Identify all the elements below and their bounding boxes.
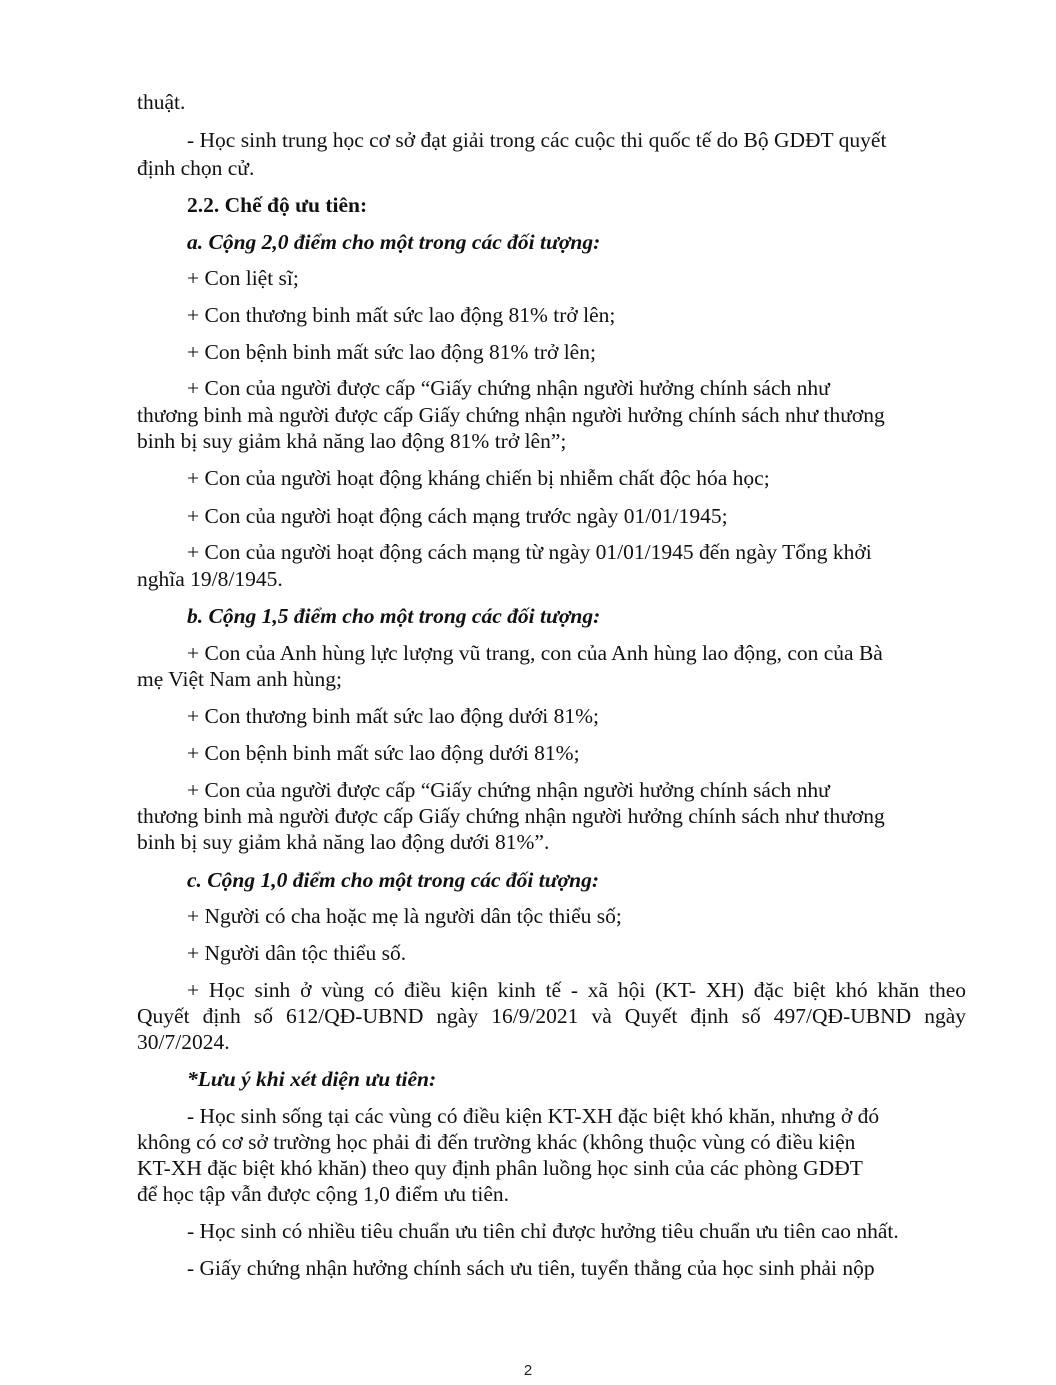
item-a3: + Con bệnh binh mất sức lao động 81% trở lên; xyxy=(187,340,596,364)
note-1-line2: không có cơ sở trường học phải đi đến trường khác (không thuộc vùng có điều kiện xyxy=(137,1130,856,1154)
item-a7-line2: nghĩa 19/8/1945. xyxy=(137,567,283,591)
item-b4-line2: thương binh mà người được cấp Giấy chứng nhận người hưởng chính sách như thương xyxy=(137,804,885,828)
item-a4-line2: thương binh mà người được cấp Giấy chứng nhận người hưởng chính sách như thương xyxy=(137,403,885,427)
item-b3: + Con bệnh binh mất sức lao động dưới 81%; xyxy=(187,741,580,765)
item-a1: + Con liệt sĩ; xyxy=(187,266,299,290)
note-1-line4: để học tập vẫn được cộng 1,0 điểm ưu tiên. xyxy=(137,1182,510,1206)
item-b2: + Con thương binh mất sức lao động dưới 81%; xyxy=(187,704,600,728)
note-3: - Giấy chứng nhận hưởng chính sách ưu tiên, tuyển thẳng của học sinh phải nộp xyxy=(187,1256,875,1280)
page-number: 2 xyxy=(523,1362,533,1379)
line-l2: - Học sinh trung học cơ sở đạt giải trong các cuộc thi quốc tế do Bộ GDĐT quyết xyxy=(187,128,887,152)
item-b1-line2: mẹ Việt Nam anh hùng; xyxy=(137,667,342,691)
item-c3-line1: + Học sinh ở vùng có điều kiện kinh tế - xã hội (KT- XH) đặc biệt khó khăn theo xyxy=(187,978,966,1002)
note-2: - Học sinh có nhiều tiêu chuẩn ưu tiên chỉ được hưởng tiêu chuẩn ưu tiên cao nhất. xyxy=(187,1219,899,1243)
item-a6: + Con của người hoạt động cách mạng trước ngày 01/01/1945; xyxy=(187,504,728,528)
line-l1: thuật. xyxy=(137,90,186,114)
subheading-a: a. Cộng 2,0 điểm cho một trong các đối tượng: xyxy=(187,230,601,254)
note-1-line3: KT-XH đặc biệt khó khăn) theo quy định phân luồng học sinh của các phòng GDĐT xyxy=(137,1156,863,1180)
item-a4-line1: + Con của người được cấp “Giấy chứng nhận người hưởng chính sách như xyxy=(187,376,830,400)
item-c3-line2: Quyết định số 612/QĐ-UBND ngày 16/9/2021 và Quyết định số 497/QĐ-UBND ngày xyxy=(137,1004,966,1028)
item-a2: + Con thương binh mất sức lao động 81% trở lên; xyxy=(187,303,616,327)
subheading-b: b. Cộng 1,5 điểm cho một trong các đối tượng: xyxy=(187,604,601,628)
item-b1-line1: + Con của Anh hùng lực lượng vũ trang, con của Anh hùng lao động, con của Bà xyxy=(187,641,883,665)
section-heading-2-2: 2.2. Chế độ ưu tiên: xyxy=(187,193,368,217)
note-1-line1: - Học sinh sống tại các vùng có điều kiện KT-XH đặc biệt khó khăn, nhưng ở đó xyxy=(187,1104,880,1128)
item-c3-line3: 30/7/2024. xyxy=(137,1030,230,1054)
item-c2: + Người dân tộc thiểu số. xyxy=(187,941,407,965)
item-b4-line1: + Con của người được cấp “Giấy chứng nhận người hưởng chính sách như xyxy=(187,778,830,802)
item-c1: + Người có cha hoặc mẹ là người dân tộc thiểu số; xyxy=(187,904,622,928)
item-a7-line1: + Con của người hoạt động cách mạng từ ngày 01/01/1945 đến ngày Tổng khởi xyxy=(187,540,872,564)
item-a4-line3: binh bị suy giảm khả năng lao động 81% trở lên”; xyxy=(137,429,567,453)
subheading-c: c. Cộng 1,0 điểm cho một trong các đối tượng: xyxy=(187,868,600,892)
line-l3: định chọn cử. xyxy=(137,156,255,180)
note-heading: *Lưu ý khi xét diện ưu tiên: xyxy=(187,1067,437,1091)
item-a5: + Con của người hoạt động kháng chiến bị nhiễm chất độc hóa học; xyxy=(187,466,770,490)
item-b4-line3: binh bị suy giảm khả năng lao động dưới 81%”. xyxy=(137,830,550,854)
